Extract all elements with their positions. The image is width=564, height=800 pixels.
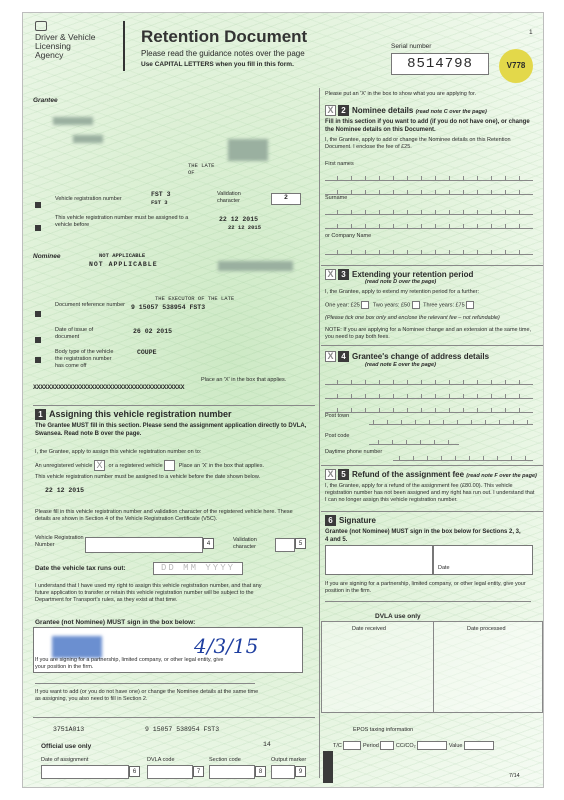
box8-marker: 8 [255,766,266,777]
daytime-phone-input[interactable] [393,451,533,461]
vc-label: Validation character [217,191,241,204]
form-code-badge: V778 [499,49,533,83]
x-row-note: Place an 'X' in the box that applies. [201,377,287,383]
section2-title: Nominee details [352,106,414,115]
place-x-note: Place an 'X' in the box that applies. [178,462,265,469]
partnership-note: If you are signing for a partnership, limited company, or other legal entity, give your position in the firm. [35,657,224,670]
bullet-icon [35,357,41,363]
section6-number: 6 [325,515,336,526]
signature-redacted [52,636,102,658]
redacted-block [228,139,268,161]
nominee-label: Nominee [33,253,61,260]
redacted-nominee [218,261,293,271]
post-town-label: Post town [325,413,350,419]
section6-date-label: Date [438,565,450,572]
epos-row [333,741,538,750]
assign-before-value-small: 22 12 2015 [228,224,262,231]
bullet-icon [35,202,41,208]
section6-date-box[interactable] [433,545,533,575]
section2-fill: Fill in this section if you want to add (if you do not have one), or change the Nominee details on this Document. [325,119,530,133]
grantee-label: Grantee [33,97,58,104]
three-years-checkbox[interactable] [466,301,474,309]
epos-label: EPOS taxing information [353,727,414,733]
surname-input[interactable] [325,205,533,215]
section2-note: (read note C over the page) [415,109,487,115]
post-town-input[interactable] [369,415,533,425]
s1-vrn-label: Vehicle Registration Number [35,535,84,548]
section6-signature-box[interactable] [325,545,433,575]
section4-title: Grantee's change of address details [352,352,490,361]
address-line-2[interactable] [325,389,533,399]
section3-note: (read note D over the page) [365,279,437,285]
late-text: THE LATE OF [188,162,215,176]
section1-apply: I, the Grantee, apply to assign this vehicle registration number on to: [35,449,202,455]
section5-text: I, the Grantee, apply for a refund of the assignment fee (£80.00). This vehicle registration number has not been assigned and my right has run out. I understand that I can no longer assign this vehicle registration number. [325,483,535,503]
first-names-label: First names [325,161,354,167]
nominee-value: NOT APPLICABLE [89,261,158,268]
address-line-3[interactable] [325,403,533,413]
dvla-use-label: DVLA use only [375,613,421,620]
page-subtitle: Please read the guidance notes over the page [141,49,305,58]
date-received-label: Date received [352,626,386,632]
section1-title: Assigning this vehicle registration number [49,409,232,419]
date-assignment-label: Date of assignment [41,757,89,763]
registered-checkbox[interactable] [164,460,175,471]
post-code-label: Post code [325,433,350,439]
date-issue-label: Date of issue of document [55,327,94,340]
surname-input-2[interactable] [325,219,533,229]
dvla-use-box [321,621,543,713]
body-type-label: Body type of the vehicle the registration number has come off [55,349,114,369]
section4-number: 4 [338,351,349,362]
bullet-icon [35,225,41,231]
right-place-x: Please put an 'X' in the box to show what you are applying for. [325,91,477,97]
section3-apply: I, the Grantee, apply to extend my retention period for a further: [325,289,480,295]
unregistered-checkbox[interactable]: X [94,460,105,471]
caps-note: Use CAPITAL LETTERS when you fill in this form. [141,61,294,68]
redacted-name [53,117,93,125]
daytime-phone-label: Daytime phone number [325,449,383,455]
first-names-input[interactable] [325,171,533,181]
box4-marker: 4 [203,538,214,549]
two-years-checkbox[interactable] [412,301,420,309]
two-years-label: Two years: £50 [372,302,411,309]
section4-note: (read note E over the page) [365,362,436,368]
section5-number: 5 [338,469,349,480]
section1-must: The Grantee MUST fill in this section. Please send the assignment application directly to DVLA, Swansea. Read note B over the page. [35,423,307,437]
section3-title: Extending your retention period [352,270,474,279]
period-input[interactable] [380,741,394,750]
vrn-label: Vehicle registration number [55,196,122,202]
footer-ref2: 9 15057 538954 FST3 [145,726,220,733]
agency-line3: Agency [35,49,64,60]
vrn-value: FST 3 [151,191,171,198]
body-type-value: COUPE [137,349,157,356]
section3-checkbox[interactable]: X [325,269,336,280]
unregistered-label: An unregistered vehicle [35,462,93,469]
section2-checkbox[interactable]: X [325,105,336,116]
tax-date-input[interactable]: DD MM YYYY [153,562,243,575]
dvla-code-input[interactable] [147,765,193,779]
tax-label: Date the vehicle tax runs out: [35,565,126,572]
section1-header [35,409,232,420]
one-year-label: One year: £25 [325,302,360,309]
date-assignment-input[interactable] [41,765,129,779]
understand-note: I understand that I have used my right to assign this vehicle registration number, and that any future application to transfer or retain this vehicle registration number will be subject to the Department for Transport's rules, as they exist at that time. [35,583,262,603]
tc-input[interactable] [343,741,361,750]
bullet-icon [35,311,41,317]
output-marker-label: Output marker [271,757,307,763]
section6-title: Signature [339,516,376,525]
footer-count: 14 [263,741,271,748]
header-rule [123,21,125,71]
s1-vc-label: Validation character [233,537,257,550]
doc-ref-small: THE EXECUTOR OF THE LATE [155,295,235,302]
section5-checkbox[interactable]: X [325,469,336,480]
redacted-address [73,135,103,143]
crest-icon [35,21,47,31]
column-divider [319,88,320,778]
assign-before-value: 22 12 2015 [219,216,259,223]
agency-line1: Driver & Vehicle [35,32,96,42]
section5-header [325,469,537,480]
assign-before-label: This vehicle registration number must be assigned to a vehicle before [55,215,189,228]
dvla-logo [35,21,125,60]
bullet-icon [35,337,41,343]
s1-vrn-input[interactable] [85,537,203,553]
x-row: XXXXXXXXXXXXXXXXXXXXXXXXXXXXXXXXXXXXXXXXXX [33,384,185,391]
value-input[interactable] [464,741,494,750]
official-use-label: Official use only [41,743,92,750]
date-issue-value: 26 02 2015 [133,328,173,335]
nominee-value-small: NOT APPLICABLE [99,252,146,259]
s1-vc-input[interactable] [275,538,295,552]
dvla-code-label: DVLA code [147,757,175,763]
section2-header [325,105,487,116]
vc-value: 2 [271,193,301,205]
serial-label: Serial number [391,43,432,50]
section3-warning: NOTE: If you are applying for a Nominee change and an extension at the same time, you need to pay both fees. [325,327,532,340]
post-code-input[interactable] [369,435,459,445]
section1-number: 1 [35,409,46,420]
page-number: 1 [529,29,533,36]
output-marker-input[interactable] [271,765,295,779]
signature-date: 4/3/15 [194,634,259,658]
box6-marker: 6 [129,766,140,777]
doc-ref-value: 9 15057 538954 FST3 [131,304,206,311]
date-processed-label: Date processed [467,626,506,632]
section1-date: 22 12 2015 [45,487,85,494]
surname-label: Surname [325,195,348,201]
section2-number: 2 [338,105,349,116]
section6-header [325,515,376,526]
section-code-input[interactable] [209,765,255,779]
tc-label: T/C [333,742,342,749]
retention-document [22,12,544,788]
first-names-input-2[interactable] [325,185,533,195]
section5-title: Refund of the assignment fee [352,470,465,479]
section6-partnership: If you are signing for a partnership, limited company, or other legal entity, give your position in the firm. [325,581,526,594]
section6-text: Grantee (not Nominee) MUST sign in the box below for Sections 2, 3, 4 and 5. [325,529,521,543]
value-label: Value [448,742,463,749]
please-fill-note: Please fill in this vehicle registration number and validation character of the registered vehicle here. These details are shown in Section 4 of the Vehicle Registration Certificate (V5C). [35,509,293,522]
footer-ref1: 3751A013 [53,726,85,733]
period-label: Period [362,742,379,749]
page-title: Retention Document [141,27,308,46]
registered-label: or a registered vehicle [108,462,163,469]
doc-ref-label: Document reference number [55,302,126,308]
vehicle-type-row [35,460,315,471]
company-input[interactable] [325,245,533,255]
box7-marker: 7 [193,766,204,777]
section3-number: 3 [338,269,349,280]
section5-note: (read note F over the page) [466,473,537,479]
company-label: or Company Name [325,233,372,239]
cc-label: CC/CO₂ [395,742,416,749]
assign-before-note: This vehicle registration number must be assigned to a vehicle before the date shown below. [35,474,261,480]
one-year-checkbox[interactable] [361,301,369,309]
sign-label: Grantee (not Nominee) MUST sign in the box below: [35,619,196,626]
box9-marker: 9 [295,766,306,777]
section4-header [325,351,489,362]
section4-checkbox[interactable]: X [325,351,336,362]
section-code-label: Section code [209,757,241,763]
vrn-value-small: FST 3 [151,199,168,206]
three-years-label: Three years: £75 [423,302,465,309]
nominee-section2-note: If you want to add (or you do not have one) or change the Nominee details at the same time as assigning, you also need to fill in Section 2. [35,689,259,702]
barcode-strip-icon [323,751,333,783]
box5-marker: 5 [295,538,306,549]
form-version: 7/14 [509,773,520,779]
section2-apply: I, the Grantee, apply to add or change the Nominee details on this Retention Document. I enclose the fee of £25. [325,137,511,150]
tick-note: (Please tick one box only and enclose the relevant fee – not refundable) [325,315,500,321]
extension-options [325,301,535,309]
serial-number: 8514798 [391,53,489,75]
cc-input[interactable] [417,741,447,750]
agency-line2: Licensing [35,40,71,51]
address-line-1[interactable] [325,375,533,385]
